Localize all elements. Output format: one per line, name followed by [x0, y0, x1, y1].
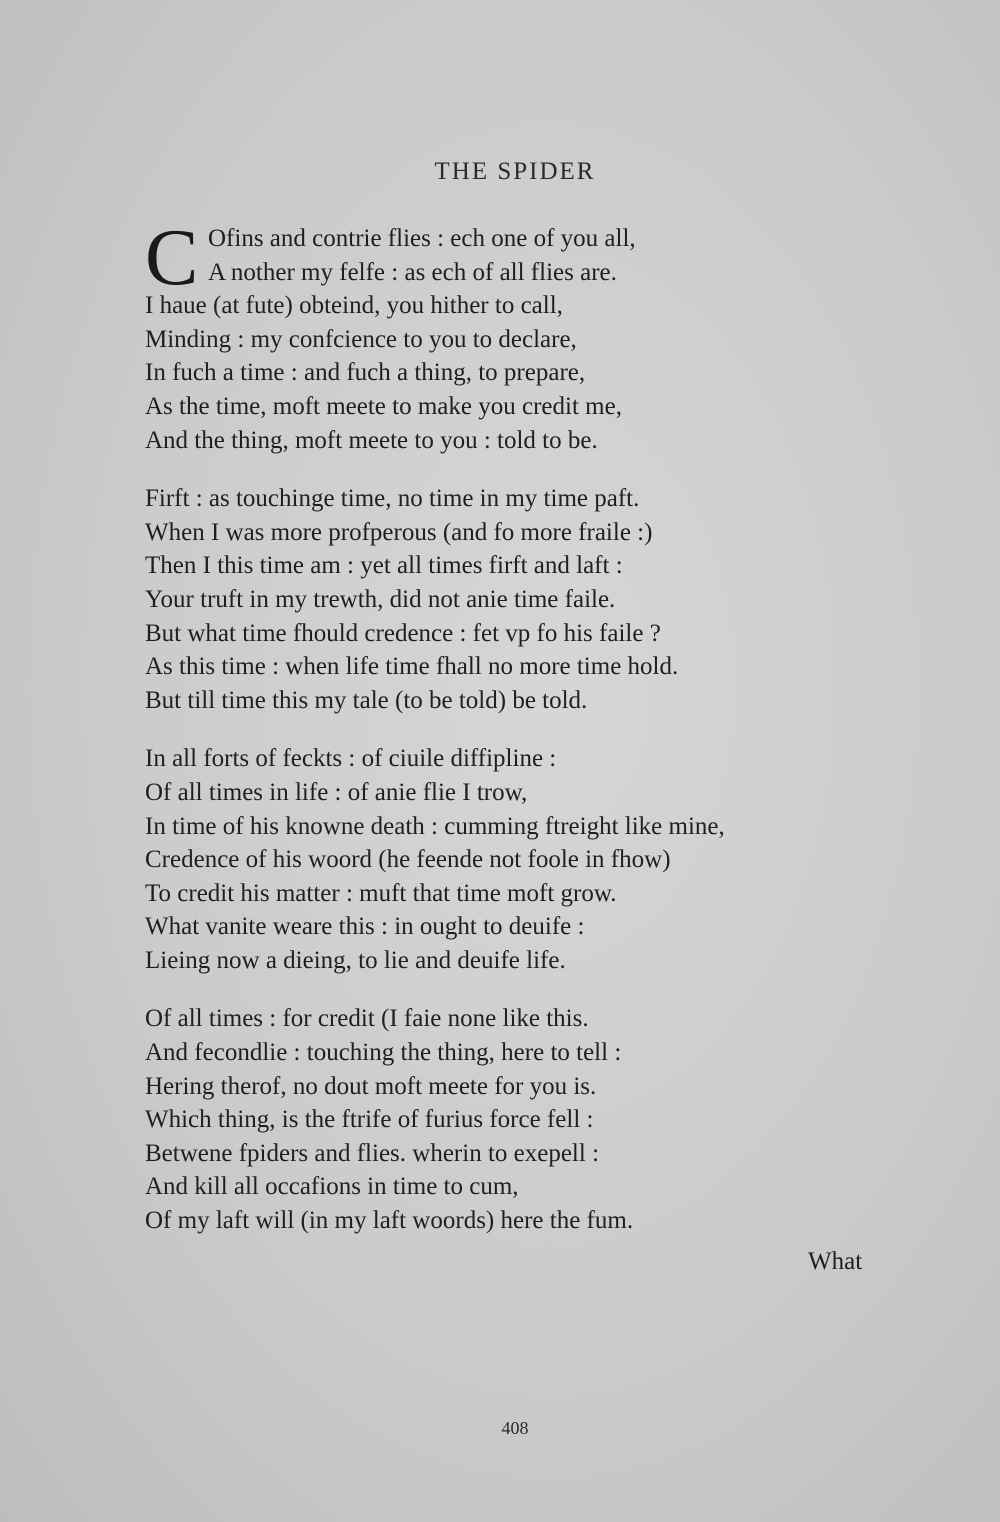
poem-line: Minding : my confcience to you to declare,: [145, 325, 577, 353]
poem-line: Betwene fpiders and flies. wherin to exepell :: [145, 1139, 600, 1167]
poem-line: As this time : when life time fhall no more time hold.: [145, 653, 679, 681]
poem-line: But what time fhould credence : fet vp fo his faile ?: [145, 619, 661, 647]
stanza-3: [145, 742, 905, 977]
poem-line: A nother my felfe : as ech of all flies are.: [208, 258, 617, 286]
poem-line: In time of his knowne death : cumming ftreight like mine,: [145, 812, 725, 840]
poem-line: Your truft in my trewth, did not anie time faile.: [145, 585, 616, 613]
stanza-4: [145, 1002, 905, 1237]
drop-cap: C: [145, 214, 199, 302]
poem-line: Credence of his woord (he feende not foole in fhow): [145, 846, 671, 874]
poem-line: Firft : as touchinge time, no time in my time paft.: [145, 485, 640, 513]
poem-line: Lieing now a dieing, to lie and deuife life.: [145, 946, 566, 974]
poem-line: Of all times in life : of anie flie I trow,: [145, 778, 528, 806]
poem: [145, 214, 905, 1263]
poem-line: To credit his matter : muft that time moft grow.: [145, 879, 617, 907]
page-title: THE SPIDER: [434, 158, 596, 185]
stanza-1: [145, 214, 905, 457]
poem-line: And the thing, moft meete to you : told to be.: [145, 426, 598, 454]
poem-line: Then I this time am : yet all times firft and laft :: [145, 552, 623, 580]
poem-line: What vanite weare this : in ought to deuife :: [145, 913, 585, 941]
poem-line: Of my laft will (in my laft woords) here the fum.: [145, 1207, 634, 1235]
poem-line: As the time, moft meete to make you credit me,: [145, 392, 622, 420]
poem-line: Hering therof, no dout moft meete for you is.: [145, 1072, 597, 1100]
poem-line: And fecondlie : touching the thing, here to tell :: [145, 1039, 622, 1067]
poem-line: Which thing, is the ftrife of furius force fell :: [145, 1106, 594, 1134]
poem-line: Of all times : for credit (I faie none like this.: [145, 1005, 589, 1033]
poem-line: When I was more profperous (and fo more fraile :): [145, 518, 653, 546]
stanza-2: [145, 482, 905, 717]
page-number: 408: [501, 1418, 529, 1438]
poem-line: I haue (at fute) obteind, you hither to call,: [145, 292, 563, 320]
poem-line: Ofins and contrie flies : ech one of you all,: [208, 225, 636, 252]
poem-line: But till time this my tale (to be told) be told.: [145, 686, 588, 714]
poem-line: And kill all occafions in time to cum,: [145, 1173, 519, 1201]
poem-line: In all forts of feckts : of ciuile diffipline :: [145, 745, 557, 773]
catchword: What: [808, 1248, 863, 1275]
poem-line: In fuch a time : and fuch a thing, to prepare,: [145, 359, 586, 387]
